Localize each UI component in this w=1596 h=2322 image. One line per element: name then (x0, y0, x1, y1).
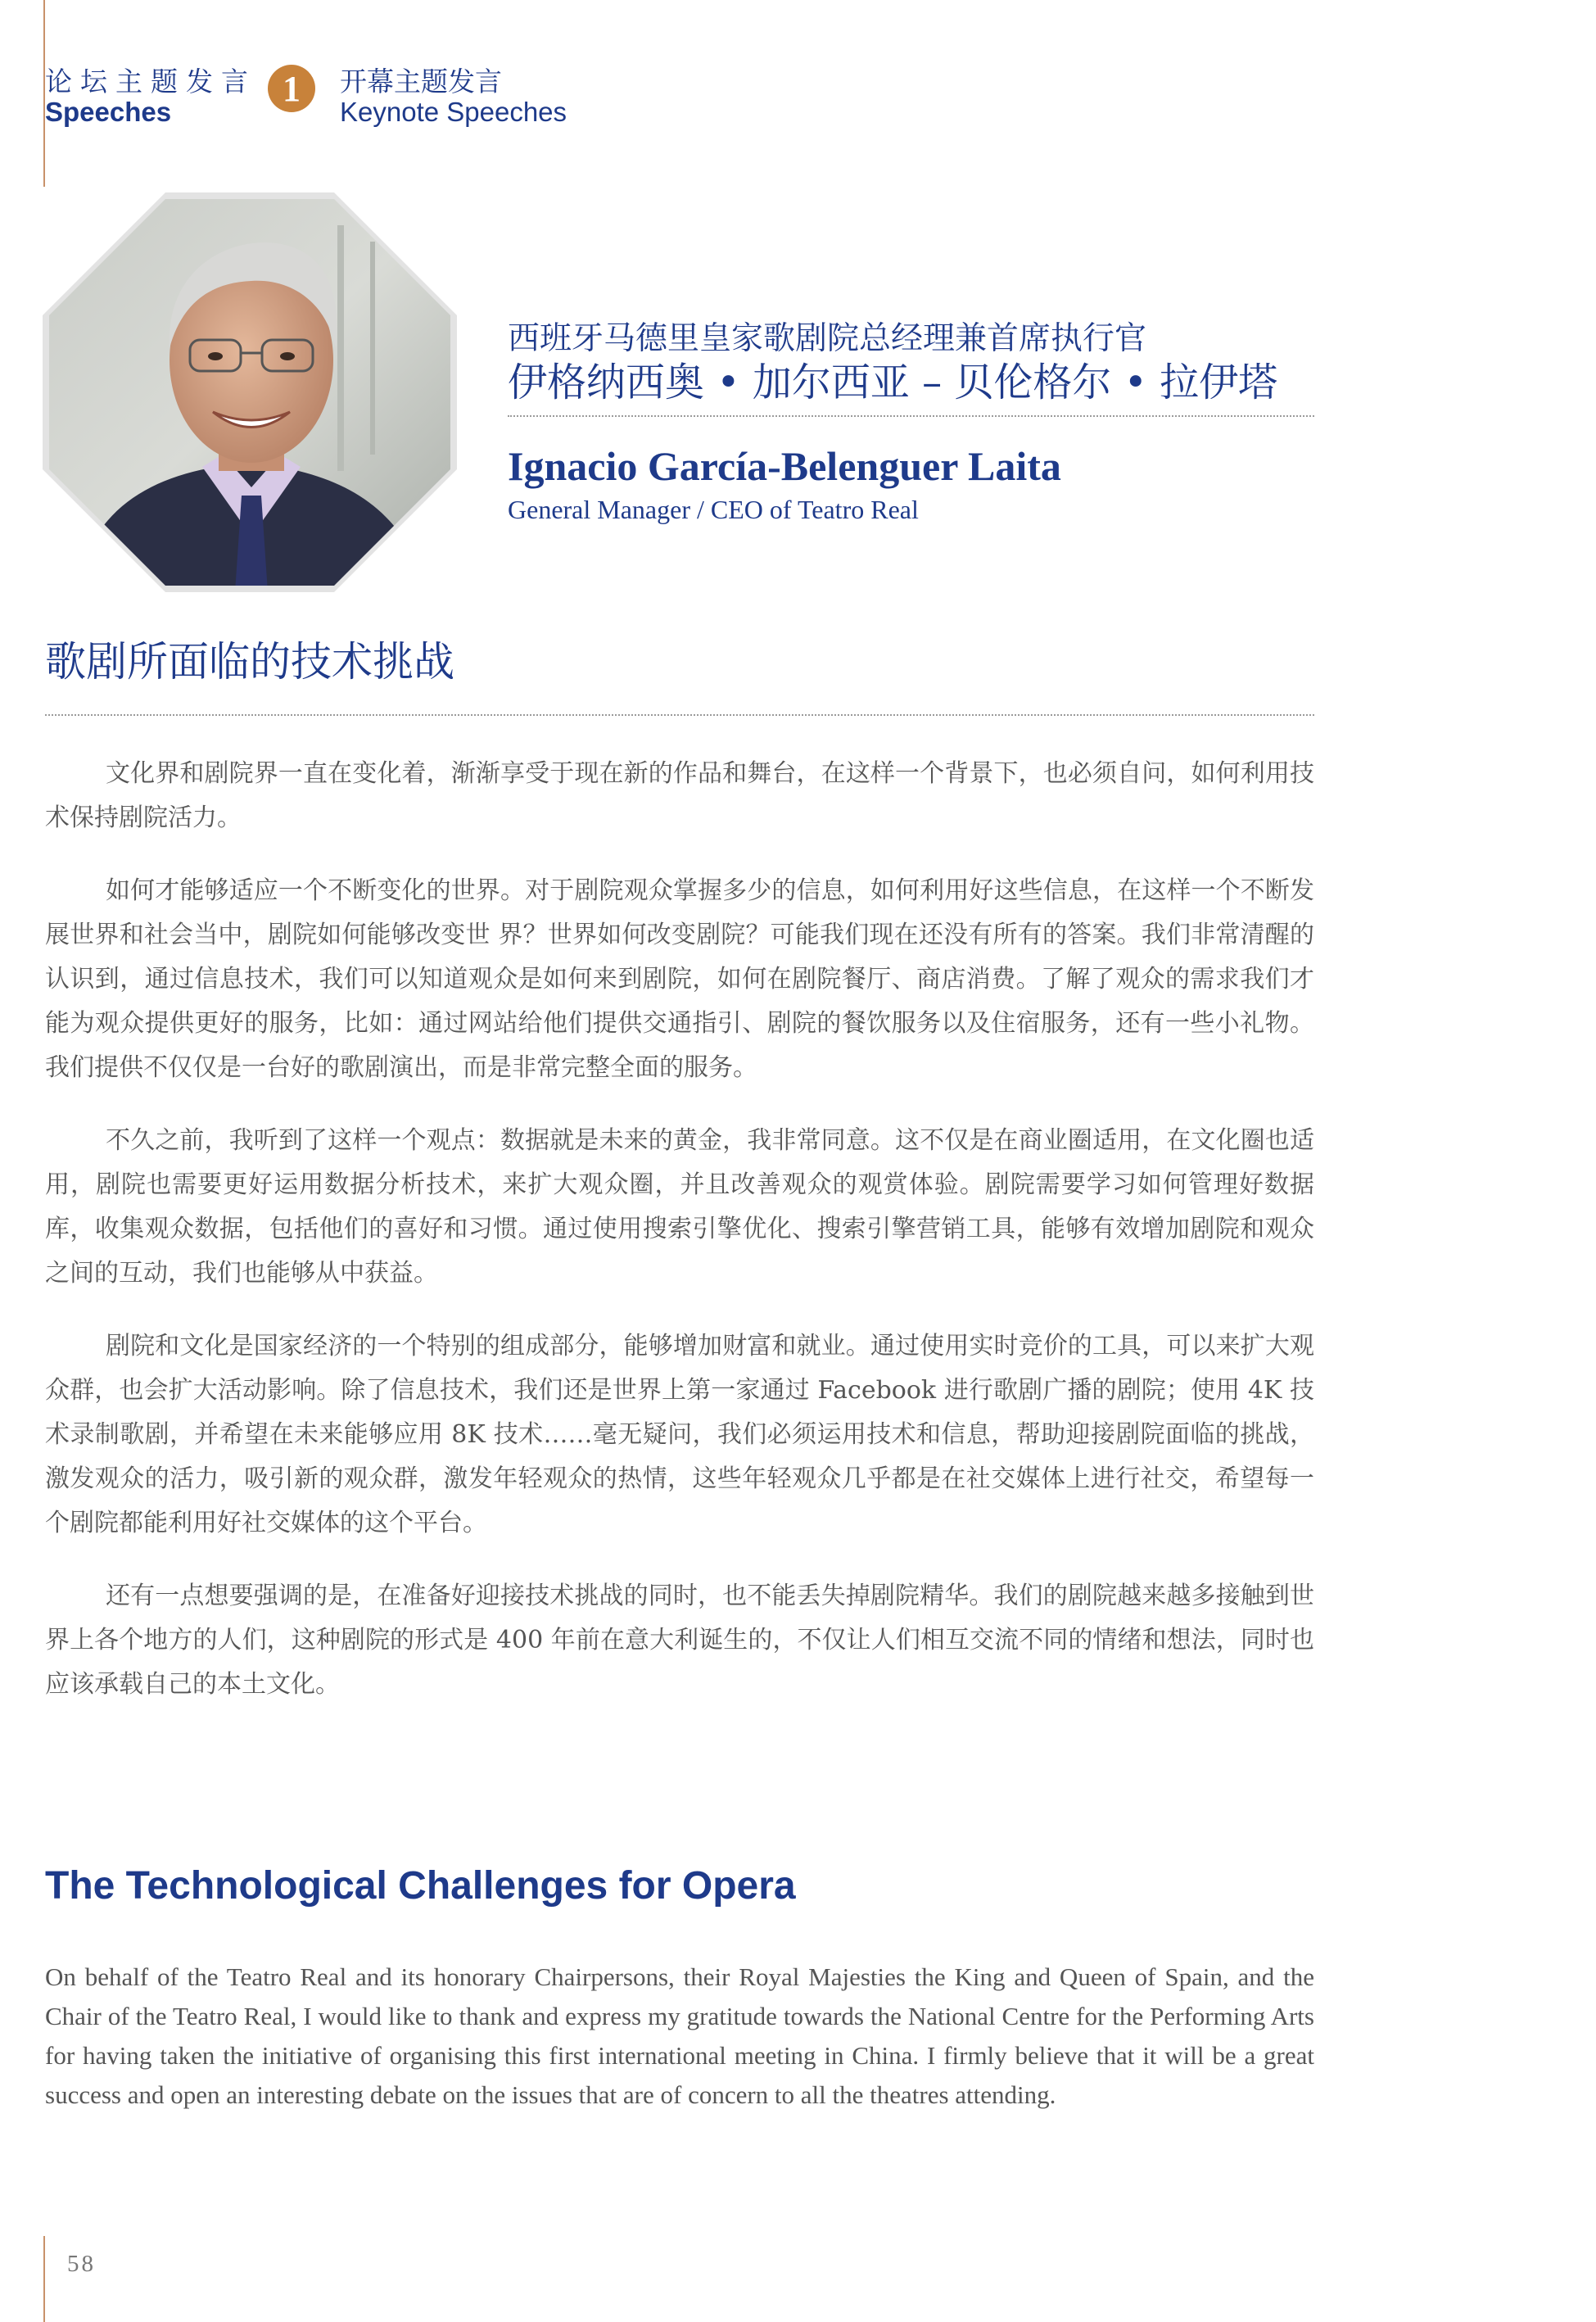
article-title-cn: 歌剧所面临的技术挑战 (45, 638, 454, 686)
margin-rule-bottom (43, 2236, 45, 2322)
subsection-label-cn: 开幕主题发言 (340, 66, 502, 97)
paragraph: 文化界和剧院界一直在变化着，渐渐享受于现在新的作品和舞台，在这样一个背景下，也必须自问，如何利用技术保持剧院活力。 (45, 759, 1314, 832)
speaker-title-cn: 西班牙马德里皇家歌剧院总经理兼首席执行官 (508, 320, 1147, 357)
badge-number: 1 (283, 69, 301, 109)
paragraph: 还有一点想要强调的是，在准备好迎接技术挑战的同时，也不能丢失掉剧院精华。我们的剧院越来越多接触到世界上各个地方的人们，这种剧院的形式是 400 年前在意大利诞生的，不仅让人们相互交流不同的情绪和想法，同时也应该承载自己的本土文化。 (45, 1582, 1314, 1699)
section-label-en: Speeches (45, 97, 172, 127)
divider (508, 415, 1314, 417)
subsection-label-en: Keynote Speeches (340, 97, 567, 127)
speaker-title-en: General Manager / CEO of Teatro Real (508, 495, 919, 524)
speaker-name-cn: 伊格纳西奥 • 加尔西亚 – 贝伦格尔 • 拉伊塔 (508, 360, 1278, 405)
speaker-name-en: Ignacio García-Belenguer Laita (508, 443, 1061, 489)
paragraph: 不久之前，我听到了这样一个观点：数据就是未来的黄金，我非常同意。这不仅是在商业圈适用，在文化圈也适用，剧院也需要更好运用数据分析技术，来扩大观众圈，并且改善观众的观赏体验。剧院需要学习如何管理好数据库，收集观众数据，包括他们的喜好和习惯。通过使用搜索引擎优化、搜索引擎营销工具，能够有效增加剧院和观众之间的互动，我们也能够从中获益。 (45, 1126, 1314, 1288)
speaker-portrait (43, 192, 457, 592)
paragraph: 如何才能够适应一个不断变化的世界。对于剧院观众掌握多少的信息，如何利用好这些信息，在这样一个不断发展世界和社会当中，剧院如何能够改变世 界？世界如何改变剧院？可能我们现在还没有所有的答案。我们非常清醒的认识到，通过信息技术，我们可以知道观众是如何来到剧院，如何在剧院餐厅、商店消费。了解了观众的需求我们才能为观众提供更好的服务，比如：通过网站给他们提供交通指引、剧院的餐饮服务以及住宿服务，还有一些小礼物。我们提供不仅仅是一台好的歌剧演出，而是非常完整全面的服务。 (45, 876, 1314, 1082)
paragraph: 剧院和文化是国家经济的一个特别的组成部分，能够增加财富和就业。通过使用实时竞价的工具，可以来扩大观众群，也会扩大活动影响。除了信息技术，我们还是世界上第一家通过 Facebook 进行歌剧广播的剧院；使用 4K 技术录制歌剧，并希望在未来能够应用 8K 技术……毫无疑问，我们必须运用技术和信息，帮助迎接剧院面临的挑战，激发观众的活力，吸引新的观众群，激发年轻观众的热情，这些年轻观众几乎都是在社交媒体上进行社交，希望每一个剧院都能利用好社交媒体的这个平台。 (45, 1332, 1314, 1537)
page-number: 58 (67, 2251, 96, 2277)
section-number-badge (267, 64, 316, 113)
article-body-cn (45, 752, 1314, 1736)
divider (45, 714, 1314, 716)
article-body-en: On behalf of the Teatro Real and its honorary Chairpersons, their Royal Majesties the King and Queen of Spain, and the Chair of the Teatro Real, I would like to thank and express my gratitude towards the National Centre for the Performing Arts for having taken the initiative of organising this first international meeting in China. I firmly believe that it will be a great success and open an interesting debate on the issues that are of concern to all the theatres attending. (45, 1962, 1314, 2109)
article-title-en: The Technological Challenges for Opera (45, 1864, 796, 1908)
section-label-cn: 论坛主题发言 (45, 66, 256, 97)
